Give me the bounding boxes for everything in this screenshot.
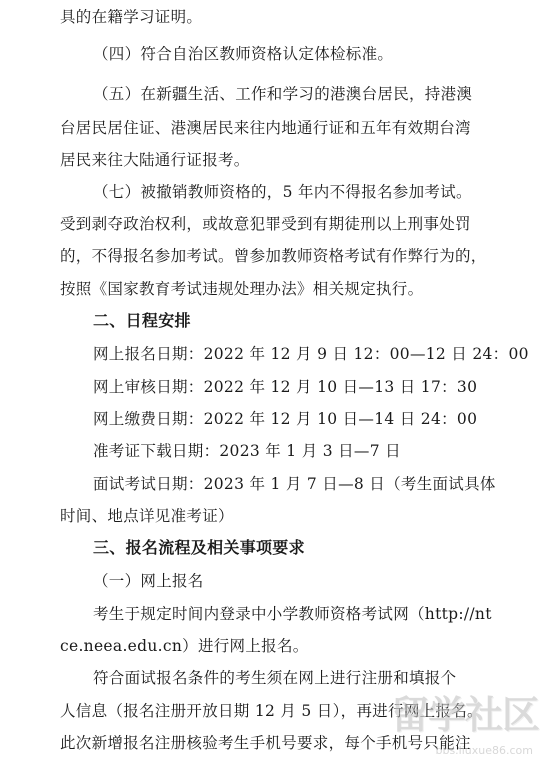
text-line: 考生于规定时间内登录中小学教师资格考试网（http://nt — [93, 605, 492, 623]
text-line: ce.neea.edu.cn）进行网上报名。 — [60, 637, 309, 655]
text-line: 的，不得报名参加考试。曾参加教师资格考试有作弊行为的， — [60, 247, 487, 265]
schedule-admission-ticket-date: 准考证下载日期：2023 年 1 月 3 日—7 日 — [93, 442, 401, 460]
schedule-review-date: 网上审核日期：2022 年 12 月 10 日—13 日 17：30 — [93, 378, 478, 396]
text-line: 居民来往大陆通行证报考。 — [60, 151, 250, 169]
text-line: （四）符合自治区教师资格认定体检标准。 — [93, 45, 394, 63]
text-line: 人信息（报名注册开放日期 12 月 5 日），再进行网上报名。 — [60, 702, 483, 720]
schedule-interview-date: 面试考试日期：2023 年 1 月 7 日—8 日（考生面试具体 — [93, 475, 496, 493]
text-line: 按照《国家教育考试违规处理办法》相关规定执行。 — [60, 280, 424, 298]
schedule-registration-date: 网上报名日期：2022 年 12 月 9 日 12：00—12 日 24：00 — [93, 345, 529, 363]
text-line: 符合面试报名条件的考生须在网上进行注册和填报个 — [93, 669, 457, 687]
watermark — [373, 691, 543, 761]
watermark-url: bbs.liuxue86.com — [435, 744, 533, 757]
text-line: 受到剥夺政治权利，或故意犯罪受到有期徒刑以上刑事处罚 — [60, 215, 471, 233]
text-line: 具的在籍学习证明。 — [60, 8, 203, 26]
watermark-logo: 留学社区 — [390, 693, 539, 737]
text-line: （五）在新疆生活、工作和学习的港澳台居民，持港澳 — [93, 85, 473, 103]
text-line: 台居民居住证、港澳居民来往内地通行证和五年有效期台湾 — [60, 119, 471, 137]
text-line: （七）被撤销教师资格的，5 年内不得报名参加考试。 — [93, 183, 472, 201]
section-heading-process: 三、报名流程及相关事项要求 — [93, 538, 305, 557]
text-line: 时间、地点详见准考证） — [60, 507, 234, 525]
schedule-payment-date: 网上缴费日期：2022 年 12 月 10 日—14 日 24：00 — [93, 410, 478, 428]
subsection-heading-online-registration: （一）网上报名 — [93, 572, 204, 590]
text-line: 此次新增报名注册核验考生手机号要求，每个手机号只能注 — [60, 734, 471, 752]
section-heading-schedule: 二、日程安排 — [93, 311, 191, 330]
